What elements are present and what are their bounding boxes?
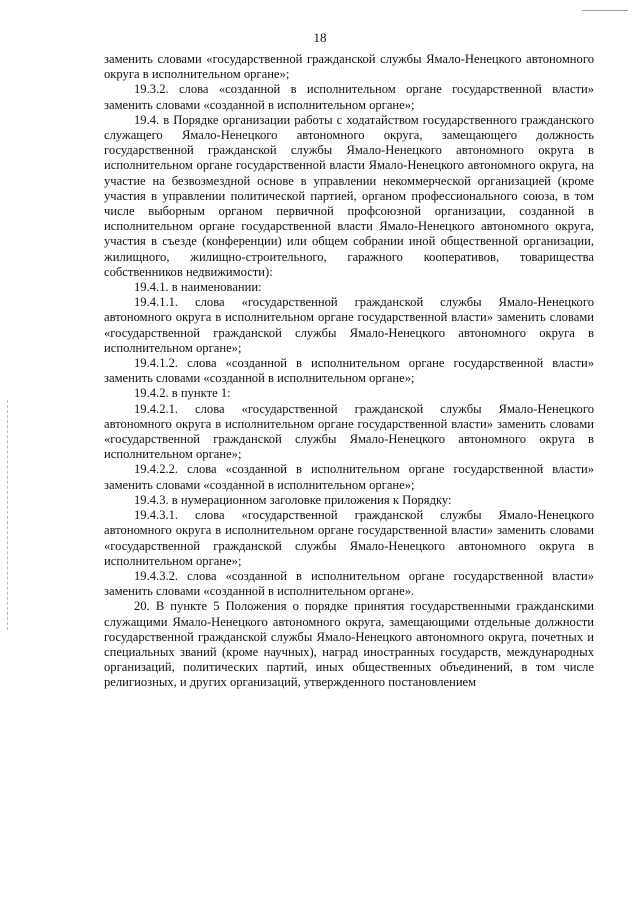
paragraph: 19.4.3.1. слова «государственной гражданской службы Ямало-Ненецкого автономного округа в исполнительном органе государственной власти» заменить словами «государственной гражданской службы Ямало-Ненецкого автономного округа в исполнительном органе»; <box>104 508 594 568</box>
paragraph: 19.4.1.2. слова «созданной в исполнительном органе государственной власти» заменить словами «созданной в исполнительном органе»; <box>104 356 594 386</box>
paragraph: 19.4.1. в наименовании: <box>134 280 262 295</box>
scan-margin-dashes <box>7 400 8 630</box>
document-body <box>104 52 594 691</box>
scan-corner-line <box>582 10 628 11</box>
page-number: 18 <box>313 30 327 45</box>
paragraph: заменить словами «государственной гражданской службы Ямало-Ненецкого автономного округа в исполнительном органе»; <box>104 52 594 82</box>
paragraph: 19.3.2. слова «созданной в исполнительном органе государственной власти» заменить словами «созданной в исполнительном органе»; <box>104 82 594 112</box>
paragraph: 19.4.2. в пункте 1: <box>134 386 231 401</box>
paragraph: 19.4.2.1. слова «государственной гражданской службы Ямало-Ненецкого автономного округа в исполнительном органе государственной власти» заменить словами «государственной гражданской службы Ямало-Ненецкого автономного округа в исполнительном органе»; <box>104 401 594 462</box>
paragraph: 19.4.3.2. слова «созданной в исполнительном органе государственной власти» заменить словами «созданной в исполнительном органе». <box>104 568 594 599</box>
paragraph: 19.4. в Порядке организации работы с ходатайством государственного гражданского служащего Ямало-Ненецкого автономного округа, замещающего должность государственной гражданской службы Ямало-Ненецкого автономного округа в исполнительном органе государственной власти Ямало-Ненецкого автономного округа, на участие на безвозмездной основе в управлении некоммерческой организацией (кроме участия в управлении политической партией, органом профессионального союза, в том числе выборным органом первичной профсоюзной организации, созданной в исполнительном органе государственной власти Ямало-Ненецкого автономного округа, участия в съезде (конференции) или общем собрании иной общественной организации, жилищного, жилищно-строительного, гаражного кооперативов, товарищества собственников недвижимости): <box>104 112 594 279</box>
paragraph: 20. В пункте 5 Положения о порядке принятия государственными гражданскими служащими Ямало-Ненецкого автономного округа, замещающими отдельные должности государственной гражданской службы Ямало-Ненецкого автономного округа, почетных и специальных званий (кроме научных), наград иностранных государств, международных организаций, политических партий, иных общественных объединений, в том числе религиозных, и других организаций, утвержденного постановлением <box>104 599 594 690</box>
paragraph: 19.4.3. в нумерационном заголовке приложения к Порядку: <box>134 492 452 507</box>
paragraph: 19.4.1.1. слова «государственной гражданской службы Ямало-Ненецкого автономного округа в исполнительном органе государственной власти» заменить словами «государственной гражданской службы Ямало-Ненецкого автономного округа в исполнительном органе»; <box>104 295 594 355</box>
paragraph: 19.4.2.2. слова «созданной в исполнительном органе государственной власти» заменить словами «созданной в исполнительном органе»; <box>104 462 594 492</box>
